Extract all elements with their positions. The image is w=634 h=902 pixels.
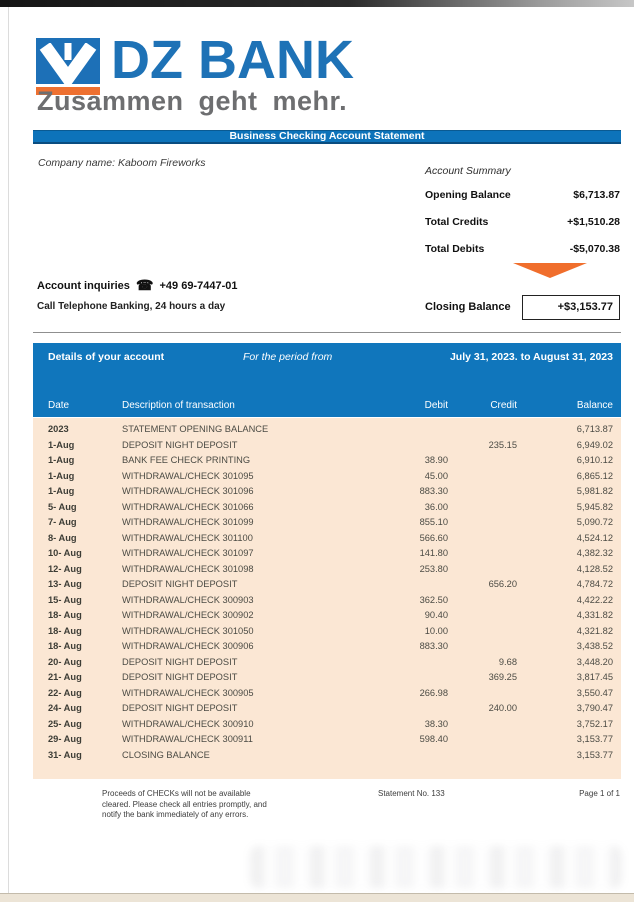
- cell-date: 13- Aug: [48, 579, 82, 589]
- cell-date: 5- Aug: [48, 501, 77, 512]
- column-header-credit: Credit: [490, 400, 517, 411]
- cell-balance: 3,153.77: [576, 749, 613, 760]
- cell-date: 1-Aug: [48, 486, 75, 496]
- footer-disclaimer: [102, 789, 312, 821]
- cell-balance: 3,790.47: [576, 703, 613, 713]
- account-summary-heading: Account Summary: [425, 165, 511, 177]
- disclaimer-line-3: notify the bank immediately of any errors.: [102, 810, 249, 819]
- bank-name: DZ BANK: [111, 30, 354, 90]
- cell-description: WITHDRAWAL/CHECK 301097: [122, 548, 254, 558]
- column-header-balance: Balance: [576, 400, 613, 411]
- account-summary: [425, 165, 620, 270]
- cell-debit: [380, 670, 448, 686]
- cell-balance: 3,153.77: [576, 734, 613, 744]
- column-header-debit: Debit: [424, 400, 448, 411]
- bank-tagline: Zusammen geht mehr.: [37, 86, 348, 116]
- cell-balance: 4,382.32: [576, 548, 613, 558]
- transaction-row: [48, 655, 613, 671]
- transaction-row: [48, 546, 613, 562]
- cell-description: DEPOSIT NIGHT DEPOSIT: [122, 656, 238, 667]
- transaction-row: [48, 531, 613, 547]
- cell-credit: 240.00: [488, 703, 517, 713]
- cell-description: WITHDRAWAL/CHECK 301095: [122, 470, 254, 481]
- cell-description: WITHDRAWAL/CHECK 300903: [122, 594, 254, 605]
- disclaimer-line-2: cleared. Please check all entries promptly, and: [102, 799, 267, 809]
- cell-date: 7- Aug: [48, 517, 77, 527]
- opening-balance-value: $6,713.87: [573, 189, 620, 201]
- cell-credit: [448, 515, 517, 531]
- transaction-row: [48, 608, 613, 624]
- blurred-watermark: [250, 846, 622, 888]
- cell-credit: [448, 484, 517, 500]
- cell-credit: [448, 748, 517, 764]
- cell-date: 1-Aug: [48, 455, 75, 465]
- cell-balance: 6,865.12: [576, 470, 613, 481]
- decrease-arrow-icon: [513, 263, 587, 278]
- cell-date: 1-Aug: [48, 470, 75, 481]
- cell-debit: 855.10: [419, 517, 448, 527]
- cell-credit: [448, 453, 517, 469]
- cell-balance: 4,321.82: [576, 625, 613, 636]
- cell-date: 21- Aug: [48, 672, 82, 682]
- closing-balance-value: +$3,153.77: [522, 295, 620, 320]
- cell-balance: 3,438.52: [576, 641, 613, 651]
- total-credits-label: Total Credits: [425, 216, 489, 228]
- cell-credit: [448, 686, 517, 702]
- transaction-row: [48, 500, 613, 516]
- transaction-row: [48, 701, 613, 717]
- cell-balance: 4,331.82: [576, 610, 613, 620]
- transactions-body: [33, 418, 621, 779]
- cell-debit: 141.80: [419, 548, 448, 558]
- cell-date: 18- Aug: [48, 625, 82, 636]
- cell-date: 2023: [48, 424, 69, 434]
- closing-balance-label: Closing Balance: [425, 301, 511, 313]
- cell-description: WITHDRAWAL/CHECK 300911: [122, 734, 253, 744]
- cell-credit: [448, 531, 517, 547]
- transaction-row: [48, 484, 613, 500]
- transaction-row: [48, 515, 613, 531]
- cell-date: 31- Aug: [48, 749, 82, 760]
- cell-debit: 362.50: [419, 594, 448, 605]
- scan-left-edge: [8, 7, 9, 893]
- transaction-row: [48, 453, 613, 469]
- summary-row-debits: [425, 243, 620, 255]
- telephone-banking-line: Call Telephone Banking, 24 hours a day: [37, 301, 226, 312]
- cell-debit: 90.40: [424, 610, 448, 620]
- cell-balance: 4,784.72: [576, 579, 613, 589]
- cell-credit: [448, 546, 517, 562]
- period-value: July 31, 2023. to August 31, 2023: [449, 351, 613, 363]
- cell-balance: 5,945.82: [576, 501, 613, 512]
- cell-description: WITHDRAWAL/CHECK 300910: [122, 718, 254, 729]
- cell-balance: 6,949.02: [576, 439, 613, 450]
- cell-debit: 36.00: [424, 501, 448, 512]
- cell-balance: 3,752.17: [576, 718, 613, 729]
- cell-description: DEPOSIT NIGHT DEPOSIT: [122, 439, 238, 450]
- cell-credit: [448, 593, 517, 609]
- cell-balance: 6,713.87: [576, 424, 613, 434]
- cell-description: DEPOSIT NIGHT DEPOSIT: [122, 672, 238, 682]
- cell-date: 10- Aug: [48, 548, 82, 558]
- cell-credit: [448, 717, 517, 733]
- cell-description: WITHDRAWAL/CHECK 300902: [122, 610, 254, 620]
- transaction-row: [48, 577, 613, 593]
- cell-credit: 656.20: [488, 579, 517, 589]
- cell-description: DEPOSIT NIGHT DEPOSIT: [122, 703, 238, 713]
- inquiries-phone-number: +49 69-7447-01: [159, 280, 238, 292]
- details-header-panel: [33, 343, 621, 417]
- vr-v-mark-icon: [36, 38, 100, 84]
- cell-balance: 5,981.82: [576, 486, 613, 496]
- cell-debit: 883.30: [419, 486, 448, 496]
- transaction-row: [48, 562, 613, 578]
- period-label: For the period from: [243, 351, 333, 363]
- transaction-row: [48, 469, 613, 485]
- cell-description: DEPOSIT NIGHT DEPOSIT: [122, 579, 238, 589]
- cell-debit: 598.40: [419, 734, 448, 744]
- cell-debit: 38.30: [424, 718, 448, 729]
- opening-balance-label: Opening Balance: [425, 189, 511, 201]
- cell-debit: [380, 438, 448, 454]
- transaction-row: [48, 732, 613, 748]
- cell-credit: [448, 469, 517, 485]
- transaction-row: [48, 639, 613, 655]
- total-credits-value: +$1,510.28: [567, 216, 620, 228]
- company-name: Company name: Kaboom Fireworks: [38, 157, 206, 169]
- cell-debit: 38.90: [424, 455, 448, 465]
- cell-debit: 566.60: [419, 532, 448, 543]
- summary-row-credits: [425, 216, 620, 228]
- statement-title-bar: Business Checking Account Statement: [33, 130, 621, 144]
- cell-date: 12- Aug: [48, 563, 82, 574]
- cell-balance: 6,910.12: [576, 455, 613, 465]
- cell-date: 24- Aug: [48, 703, 82, 713]
- cell-credit: [448, 624, 517, 640]
- cell-credit: 235.15: [488, 439, 517, 450]
- cell-balance: 3,550.47: [576, 687, 613, 698]
- cell-debit: [380, 701, 448, 717]
- cell-balance: 3,448.20: [576, 656, 613, 667]
- transaction-row: [48, 422, 613, 438]
- cell-date: 18- Aug: [48, 641, 82, 651]
- cell-date: 8- Aug: [48, 532, 77, 543]
- cell-date: 22- Aug: [48, 687, 82, 698]
- section-divider: [33, 332, 621, 333]
- cell-debit: [380, 655, 448, 671]
- phone-icon: ☎: [135, 277, 154, 293]
- cell-credit: 9.68: [498, 656, 517, 667]
- cell-debit: 266.98: [419, 687, 448, 698]
- cell-debit: [380, 748, 448, 764]
- column-header-description: Description of transaction: [122, 400, 235, 411]
- cell-date: 29- Aug: [48, 734, 82, 744]
- cell-credit: [448, 639, 517, 655]
- transaction-row: [48, 670, 613, 686]
- cell-credit: [448, 732, 517, 748]
- transaction-row: [48, 593, 613, 609]
- cell-balance: 3,817.45: [576, 672, 613, 682]
- cell-description: WITHDRAWAL/CHECK 300906: [122, 641, 254, 651]
- cell-balance: 4,128.52: [576, 563, 613, 574]
- page-number: Page 1 of 1: [579, 789, 620, 798]
- cell-description: WITHDRAWAL/CHECK 301066: [122, 501, 254, 512]
- scan-bottom-edge: [0, 893, 634, 902]
- cell-debit: 253.80: [419, 563, 448, 574]
- cell-balance: 5,090.72: [576, 517, 613, 527]
- transaction-row: [48, 624, 613, 640]
- cell-debit: [380, 577, 448, 593]
- total-debits-label: Total Debits: [425, 243, 485, 255]
- cell-debit: 45.00: [424, 470, 448, 481]
- cell-credit: [448, 608, 517, 624]
- column-header-date: Date: [48, 400, 70, 411]
- transaction-row: [48, 717, 613, 733]
- cell-debit: [380, 422, 448, 438]
- transaction-row: [48, 748, 613, 764]
- cell-description: WITHDRAWAL/CHECK 301050: [122, 625, 254, 636]
- summary-row-opening: [425, 189, 620, 201]
- cell-credit: 369.25: [488, 672, 517, 682]
- cell-date: 18- Aug: [48, 610, 82, 620]
- statement-number: Statement No. 133: [378, 789, 445, 798]
- cell-date: 25- Aug: [48, 718, 82, 729]
- cell-date: 1-Aug: [48, 439, 75, 450]
- table-column-headers: [48, 400, 613, 411]
- cell-description: WITHDRAWAL/CHECK 301099: [122, 517, 254, 527]
- cell-description: CLOSING BALANCE: [122, 749, 210, 760]
- cell-date: 20- Aug: [48, 656, 82, 667]
- cell-description: WITHDRAWAL/CHECK 300905: [122, 687, 254, 698]
- cell-description: STATEMENT OPENING BALANCE: [122, 424, 269, 434]
- scan-top-edge: [0, 0, 634, 7]
- transaction-row: [48, 438, 613, 454]
- cell-credit: [448, 562, 517, 578]
- total-debits-value: -$5,070.38: [569, 243, 620, 255]
- transaction-row: [48, 686, 613, 702]
- cell-description: WITHDRAWAL/CHECK 301100: [122, 532, 253, 543]
- cell-balance: 4,422.22: [576, 594, 613, 605]
- cell-debit: 10.00: [424, 625, 448, 636]
- cell-description: WITHDRAWAL/CHECK 301096: [122, 486, 254, 496]
- account-inquiries-line: [37, 277, 237, 294]
- cell-credit: [448, 500, 517, 516]
- cell-balance: 4,524.12: [576, 532, 613, 543]
- disclaimer-line-1: Proceeds of CHECKs will not be available: [102, 789, 251, 798]
- cell-credit: [448, 422, 517, 438]
- details-heading: Details of your account: [48, 351, 165, 363]
- cell-date: 15- Aug: [48, 594, 82, 605]
- cell-debit: 883.30: [419, 641, 448, 651]
- account-inquiries-label: Account inquiries: [37, 280, 130, 292]
- vr-bank-logo: [36, 38, 100, 84]
- cell-description: WITHDRAWAL/CHECK 301098: [122, 563, 254, 574]
- cell-description: BANK FEE CHECK PRINTING: [122, 455, 251, 465]
